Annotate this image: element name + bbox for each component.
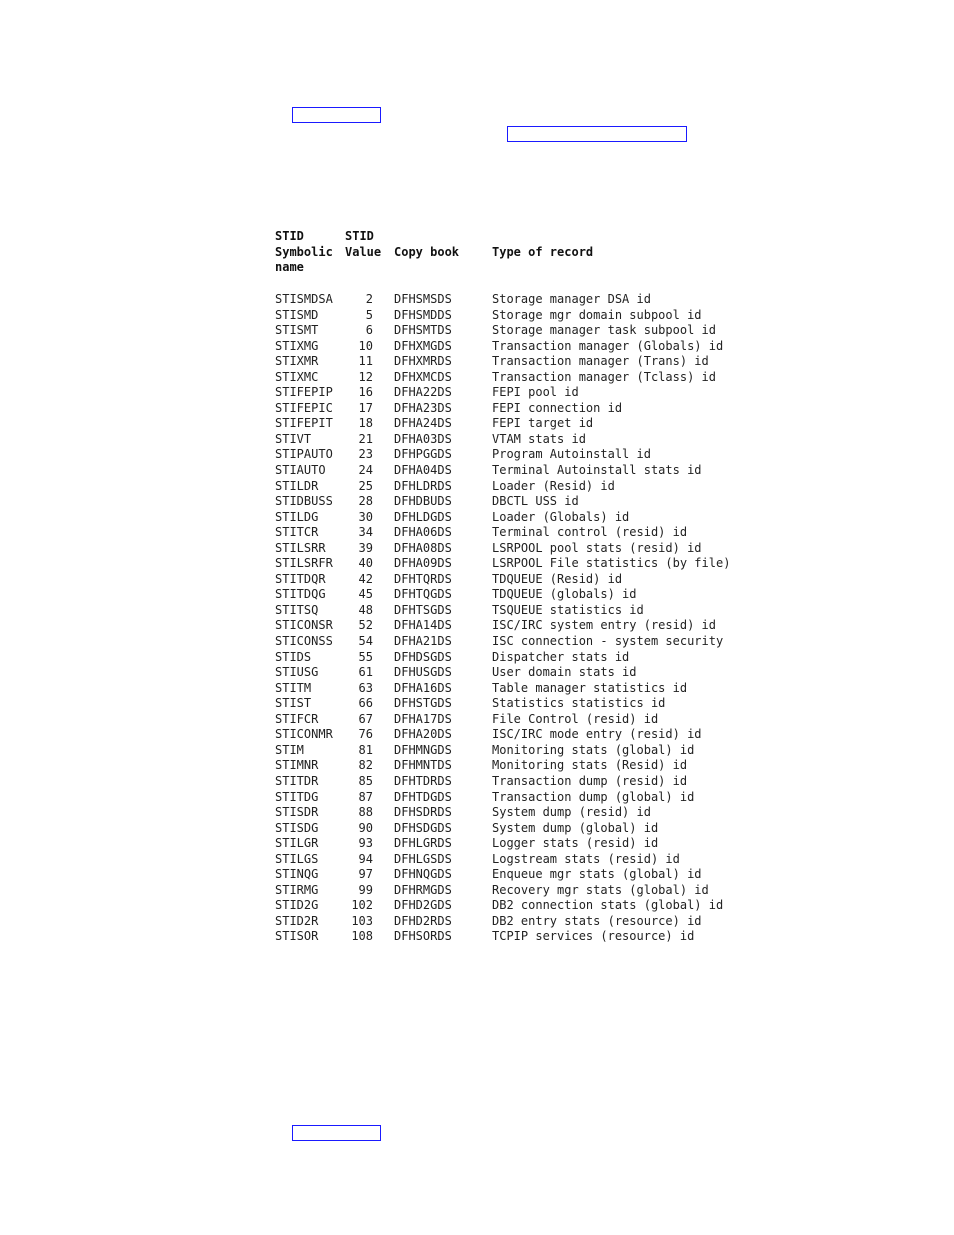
symbolic-name: STIFEPIT bbox=[275, 416, 333, 431]
copy-book: DFHTQGDS bbox=[394, 587, 452, 602]
stid-value: 48 bbox=[358, 602, 373, 617]
symbolic-name: STILDG bbox=[275, 509, 319, 524]
stid-value: 16 bbox=[358, 385, 373, 400]
copy-book: DFHLGSDS bbox=[394, 851, 452, 866]
symbolic-name: STITDG bbox=[275, 789, 319, 804]
record-type: ISC/IRC mode entry (resid) id bbox=[492, 727, 702, 742]
symbolic-name: STINQG bbox=[275, 867, 319, 882]
stid-value: 81 bbox=[358, 742, 373, 757]
record-type: Monitoring stats (global) id bbox=[492, 742, 695, 757]
stid-value: 87 bbox=[358, 789, 373, 804]
stid-value: 30 bbox=[358, 509, 373, 524]
copy-book: DFHSORDS bbox=[394, 929, 452, 944]
record-type: File Control (resid) id bbox=[492, 711, 659, 726]
record-type: Logger stats (resid) id bbox=[492, 836, 659, 851]
symbolic-name: STISOR bbox=[275, 929, 319, 944]
copy-book: DFHA24DS bbox=[394, 416, 452, 431]
stid-value: 103 bbox=[351, 913, 373, 928]
record-type: Transaction manager (Globals) id bbox=[492, 338, 724, 353]
record-type: Program Autoinstall id bbox=[492, 447, 651, 462]
copy-book: DFHSTGDS bbox=[394, 696, 452, 711]
stid-value: 90 bbox=[358, 820, 373, 835]
copy-book: DFHA06DS bbox=[394, 525, 452, 540]
record-type: VTAM stats id bbox=[492, 431, 586, 446]
record-type: Statistics statistics id bbox=[492, 696, 666, 711]
stid-value: 67 bbox=[358, 711, 373, 726]
symbolic-name: STIDS bbox=[275, 649, 312, 664]
copy-book: DFHD2RDS bbox=[394, 913, 452, 928]
stid-value: 21 bbox=[358, 431, 373, 446]
record-type: Storage manager DSA id bbox=[492, 292, 651, 306]
copy-book: DFHXMGDS bbox=[394, 338, 452, 353]
copy-book: DFHTDGDS bbox=[394, 789, 452, 804]
record-type: Recovery mgr stats (global) id bbox=[492, 882, 709, 897]
record-type: Transaction manager (Trans) id bbox=[492, 354, 709, 369]
copy-book: DFHRMGDS bbox=[394, 882, 452, 897]
copy-book: DFHA16DS bbox=[394, 680, 452, 695]
record-type: Terminal Autoinstall stats id bbox=[492, 463, 702, 478]
copy-book: DFHTDRDS bbox=[394, 773, 452, 788]
symbolic-name: STILSRR bbox=[275, 540, 326, 555]
stid-value: 10 bbox=[358, 338, 373, 353]
symbolic-name: STILGR bbox=[275, 836, 319, 851]
stid-value: 12 bbox=[358, 369, 373, 384]
symbolic-name: STILDR bbox=[275, 478, 319, 493]
stid-value: 40 bbox=[358, 556, 373, 571]
copy-book: DFHLDRDS bbox=[394, 478, 452, 493]
symbolic-name: STITDR bbox=[275, 773, 319, 788]
copy-book: DFHXMCDS bbox=[394, 369, 452, 384]
symbolic-name: STISMD bbox=[275, 307, 319, 322]
copy-book: DFHSDGDS bbox=[394, 820, 452, 835]
stid-value: 97 bbox=[358, 867, 373, 882]
record-type: System dump (global) id bbox=[492, 820, 659, 835]
header-type: Type of record bbox=[492, 244, 594, 259]
copy-book: DFHA08DS bbox=[394, 540, 452, 555]
stid-value: 82 bbox=[358, 758, 373, 773]
stid-value: 5 bbox=[365, 307, 373, 322]
record-type: LSRPOOL File statistics (by file) bbox=[492, 556, 731, 571]
symbolic-name: STIFCR bbox=[275, 711, 319, 726]
stid-value: 52 bbox=[358, 618, 373, 633]
copy-book: DFHSMDDS bbox=[394, 307, 452, 322]
record-type: Table manager statistics id bbox=[492, 680, 688, 695]
symbolic-name: STITDQR bbox=[275, 571, 326, 586]
record-type: TDQUEUE (Resid) id bbox=[492, 571, 623, 586]
record-type: ISC connection - system security bbox=[492, 634, 724, 649]
stid-value: 45 bbox=[358, 587, 373, 602]
copy-book: DFHPGGDS bbox=[394, 447, 452, 462]
record-type: LSRPOOL pool stats (resid) id bbox=[492, 540, 702, 555]
record-type: FEPI connection id bbox=[492, 400, 623, 415]
copy-book: DFHA23DS bbox=[394, 400, 452, 415]
symbolic-name: STISMDSA bbox=[275, 292, 333, 306]
symbolic-name: STIRMG bbox=[275, 882, 319, 897]
stid-value: 94 bbox=[358, 851, 373, 866]
copy-book: DFHD2GDS bbox=[394, 898, 452, 913]
copy-book: DFHDBUDS bbox=[394, 494, 452, 509]
record-type: Loader (Globals) id bbox=[492, 509, 630, 524]
stid-value: 11 bbox=[358, 354, 373, 369]
symbolic-name: STIXMG bbox=[275, 338, 319, 353]
copy-book: DFHDSGDS bbox=[394, 649, 452, 664]
stid-value: 39 bbox=[358, 540, 373, 555]
copy-book: DFHTSGDS bbox=[394, 602, 452, 617]
header-copybook: Copy book bbox=[394, 244, 460, 259]
symbolic-name: STIUSG bbox=[275, 665, 319, 680]
symbolic-name: STID2R bbox=[275, 913, 319, 928]
stid-value: 54 bbox=[358, 634, 373, 649]
stid-value: 102 bbox=[351, 898, 373, 913]
record-type: Loader (Resid) id bbox=[492, 478, 615, 493]
stid-value: 85 bbox=[358, 773, 373, 788]
record-type: Storage mgr domain subpool id bbox=[492, 307, 702, 322]
record-type: DB2 entry stats (resource) id bbox=[492, 913, 702, 928]
record-type: Terminal control (resid) id bbox=[492, 525, 688, 540]
copy-book: DFHTQRDS bbox=[394, 571, 452, 586]
stid-value: 93 bbox=[358, 836, 373, 851]
symbolic-name: STITDQG bbox=[275, 587, 326, 602]
record-type: User domain stats id bbox=[492, 665, 637, 680]
symbolic-name: STIM bbox=[275, 742, 304, 757]
symbolic-name: STIDBUSS bbox=[275, 494, 333, 509]
copy-book: DFHNQGDS bbox=[394, 867, 452, 882]
copy-book: DFHSDRDS bbox=[394, 805, 452, 820]
record-type: System dump (resid) id bbox=[492, 805, 651, 820]
stid-value: 2 bbox=[365, 292, 373, 306]
symbolic-name: STICONSR bbox=[275, 618, 333, 633]
copy-book: DFHA17DS bbox=[394, 711, 452, 726]
stid-value: 42 bbox=[358, 571, 373, 586]
stid-value: 18 bbox=[358, 416, 373, 431]
copy-book: DFHA14DS bbox=[394, 618, 452, 633]
header-symbolic-line3: name bbox=[275, 260, 304, 274]
stid-value: 25 bbox=[358, 478, 373, 493]
header-value-line2: Value bbox=[345, 244, 382, 259]
link-box-top-right[interactable] bbox=[507, 126, 687, 142]
record-type: DBCTL USS id bbox=[492, 494, 579, 509]
copy-book: DFHUSGDS bbox=[394, 665, 452, 680]
record-type: Logstream stats (resid) id bbox=[492, 851, 680, 866]
record-type: Dispatcher stats id bbox=[492, 649, 630, 664]
link-box-bottom-left[interactable] bbox=[292, 1125, 381, 1141]
symbolic-name: STISMT bbox=[275, 323, 319, 338]
stid-value: 34 bbox=[358, 525, 373, 540]
record-type: Transaction manager (Tclass) id bbox=[492, 369, 716, 384]
symbolic-name: STILGS bbox=[275, 851, 319, 866]
symbolic-name: STID2G bbox=[275, 898, 319, 913]
record-type: TSQUEUE statistics id bbox=[492, 602, 644, 617]
stid-value: 28 bbox=[358, 494, 373, 509]
stid-value: 61 bbox=[358, 665, 373, 680]
symbolic-name: STICONSS bbox=[275, 634, 333, 649]
symbolic-name: STIFEPIC bbox=[275, 400, 333, 415]
copy-book: DFHMNGDS bbox=[394, 742, 452, 757]
record-type: ISC/IRC system entry (resid) id bbox=[492, 618, 716, 633]
copy-book: DFHMNTDS bbox=[394, 758, 452, 773]
copy-book: DFHXMRDS bbox=[394, 354, 452, 369]
symbolic-name: STISDG bbox=[275, 820, 319, 835]
symbolic-name: STITSQ bbox=[275, 602, 319, 617]
symbolic-name: STILSRFR bbox=[275, 556, 333, 571]
record-type: DB2 connection stats (global) id bbox=[492, 898, 724, 913]
header-symbolic-line1: STID bbox=[275, 229, 304, 243]
stid-value: 23 bbox=[358, 447, 373, 462]
symbolic-name: STIVT bbox=[275, 431, 312, 446]
copy-book: DFHSMSDS bbox=[394, 292, 452, 306]
symbolic-name: STICONMR bbox=[275, 727, 333, 742]
copy-book: DFHA04DS bbox=[394, 463, 452, 478]
stid-value: 24 bbox=[358, 463, 373, 478]
symbolic-name: STITM bbox=[275, 680, 312, 695]
header-value-line1: STID bbox=[345, 229, 374, 243]
link-box-top-left[interactable] bbox=[292, 107, 381, 123]
symbolic-name: STIFEPIP bbox=[275, 385, 333, 400]
stid-value: 17 bbox=[358, 400, 373, 415]
header-symbolic-line2: Symbolic bbox=[275, 244, 333, 259]
copy-book: DFHA20DS bbox=[394, 727, 452, 742]
symbolic-name: STISDR bbox=[275, 805, 319, 820]
stid-value: 76 bbox=[358, 727, 373, 742]
copy-book: DFHA22DS bbox=[394, 385, 452, 400]
stid-value: 88 bbox=[358, 805, 373, 820]
record-type: Transaction dump (resid) id bbox=[492, 773, 688, 788]
symbolic-name: STITCR bbox=[275, 525, 319, 540]
record-type: Monitoring stats (Resid) id bbox=[492, 758, 688, 773]
stid-value: 55 bbox=[358, 649, 373, 664]
record-type: Transaction dump (global) id bbox=[492, 789, 695, 804]
symbolic-name: STIXMR bbox=[275, 354, 319, 369]
copy-book: DFHA21DS bbox=[394, 634, 452, 649]
record-type: TDQUEUE (globals) id bbox=[492, 587, 637, 602]
record-type: Enqueue mgr stats (global) id bbox=[492, 867, 702, 882]
record-type: Storage manager task subpool id bbox=[492, 323, 716, 338]
copy-book: DFHLGRDS bbox=[394, 836, 452, 851]
stid-value: 66 bbox=[358, 696, 373, 711]
stid-value: 108 bbox=[351, 929, 373, 944]
stid-value: 63 bbox=[358, 680, 373, 695]
copy-book: DFHSMTDS bbox=[394, 323, 452, 338]
symbolic-name: STIPAUTO bbox=[275, 447, 333, 462]
copy-book: DFHA03DS bbox=[394, 431, 452, 446]
symbolic-name: STIXMC bbox=[275, 369, 319, 384]
stid-value: 99 bbox=[358, 882, 373, 897]
symbolic-name: STIST bbox=[275, 696, 312, 711]
symbolic-name: STIMNR bbox=[275, 758, 319, 773]
record-type: TCPIP services (resource) id bbox=[492, 929, 695, 944]
stid-value: 6 bbox=[365, 323, 373, 338]
copy-book: DFHLDGDS bbox=[394, 509, 452, 524]
record-type: FEPI target id bbox=[492, 416, 594, 431]
symbolic-name: STIAUTO bbox=[275, 463, 326, 478]
record-type: FEPI pool id bbox=[492, 385, 579, 400]
copy-book: DFHA09DS bbox=[394, 556, 452, 571]
